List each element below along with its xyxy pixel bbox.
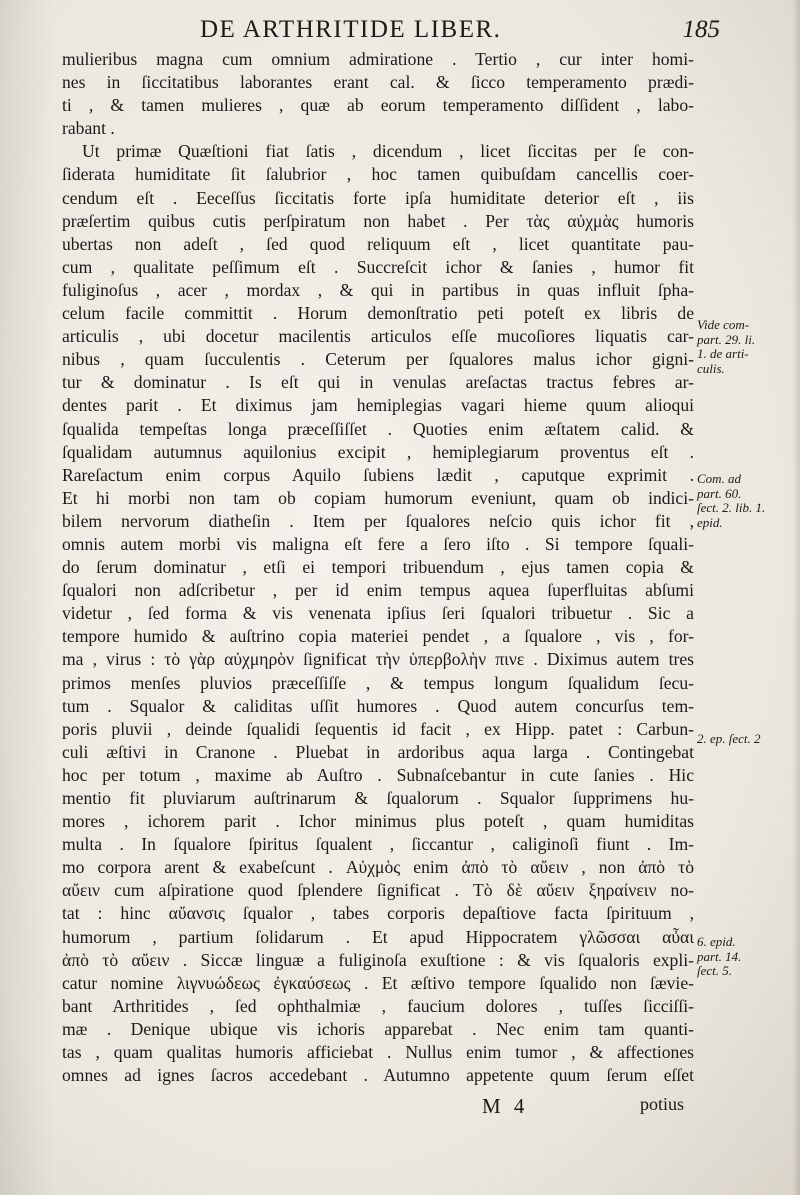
text-line: multa . In ſqualore ſpiritus ſqualent , ſiccantur , caliginoſi fiunt . Im- (62, 834, 694, 855)
text-line: omnes ad ignes ſacros accedebant . Autumno appetente quum ſerum eſſet (62, 1065, 694, 1086)
text-line: ſqualida tempeſtas longa præceſſiſſet . Quoties enim æſtatem calid. & (62, 418, 694, 439)
text-line: mo corpora arent & exabeſcunt . Αὐχμὸς enim ἀπὸ τὸ αὔειν , non ἀπὸ τὸ (62, 857, 694, 878)
signature-mark: M 4 (482, 1094, 529, 1118)
text-line: mentio fit pluviarum auſtrinarum & ſqualorum . Squalor ſupprimens hu- (62, 788, 694, 808)
page-number: 185 (682, 16, 720, 43)
text-line: primos menſes pluvios præceſſiſſe , & tempus longum ſqualidum ſecu- (62, 672, 694, 693)
margin-note-line: ſect. 5. (697, 963, 733, 978)
running-title: DE ARTHRITIDE LIBER. (200, 16, 502, 43)
text-line: Rareſactum enim corpus Aquilo ſubiens lædit , caputque exprimit . (62, 464, 694, 485)
margin-note-line: culis. (697, 360, 725, 376)
text-line: mæ . Denique ubique vis ichoris apparebat . Nec enim tam quanti- (62, 1018, 694, 1039)
text-line: ſiderata humiditate ſit ſalubrior , hoc tamen quibuſdam cancellis coer- (62, 164, 694, 185)
text-line: mores , ichorem parit . Ichor minimus plus poteſt , quam humiditas (62, 811, 694, 832)
text-line: tat : hinc αὔανσις ſqualor , tabes corporis depaſtiove facta ſpirituum , (62, 903, 694, 924)
text-line: videtur , ſed forma & vis venenata ipſius ſeri ſqualori tribuetur . Sic a (62, 603, 694, 624)
text-line: tas , quam qualitas humoris afficiebat . Nullus enim tumor , & affectiones (62, 1042, 694, 1063)
page-footer (62, 1094, 694, 1120)
text-line: tempore humido & auſtrino copia materiei pendet , a ſqualore , vis , for- (62, 626, 694, 647)
text-line: Et hi morbi non tam ob copiam humorum eveniunt, quam ob indici- (62, 487, 694, 508)
text-line: catur nomine λιγνυώδεως ἐγκαύσεως . Et æſtivo tempore ſqualido non ſævie- (62, 972, 694, 993)
margin-note-line: 2. ep. ſect. 2 (697, 731, 761, 746)
text-line: tum . Squalor & caliditas uſſit humores . Quod autem concurſus tem- (62, 695, 694, 716)
text-line: poris pluvii , deinde ſqualidi ſequentis id facit , ex Hipp. patet : Carbun- (62, 718, 694, 739)
text-line: celum facile committit . Horum demonſtratio peti poteſt ex libris de (62, 303, 694, 324)
text-line: fuliginoſus , acer , mordax , & qui in partibus in quas influit ſpha- (62, 279, 694, 300)
main-text-block (62, 48, 694, 1087)
margin-note-line: Vide com- (697, 317, 750, 332)
text-line: omnis autem morbi vis maligna eſt fere a ſero iſto . Si tempore ſquali- (62, 533, 694, 554)
text-line: bilem nervorum diatheſin . Item per ſqualores neſcio quis ichor fit , (62, 510, 694, 531)
text-line: humorum , partium ſolidarum . Et apud Hippocratem γλῶσσαι αὖαι (62, 926, 694, 947)
margin-note-line: 6. epid. (697, 934, 736, 949)
margin-note (697, 318, 755, 376)
text-line: præſertim quibus cutis perſpiratum non habet . Per τὰς αὐχμὰς humoris (62, 210, 694, 231)
text-line: cendum eſt . Eeceſſus ſiccitatis forte ipſa humiditate deterior eſt , iis (62, 187, 694, 208)
catchword: potius (639, 1094, 684, 1114)
text-line: Ut primæ Quæſtioni fiat ſatis , dicendum , licet ſiccitas per ſe con- (82, 141, 694, 162)
text-line: nibus , quam ſucculentis . Ceterum per ſqualores malus ichor gigni- (62, 349, 694, 370)
text-line: ἀπὸ τὸ αὔειν . Siccæ linguæ a fuliginoſa exuſtione : & vis ſqualoris expli- (62, 949, 694, 970)
text-line: do ſerum dominatur , etſi ei tempori tribuendum , ejus tamen copia & (62, 557, 694, 578)
margin-notes (697, 0, 797, 1195)
margin-note-line: Com. ad (697, 471, 742, 486)
gutter-shadow (0, 0, 55, 1195)
margin-note-line: ſect. 2. lib. 1. (697, 500, 766, 515)
margin-note-line: part. 60. (697, 485, 742, 501)
text-line: αὔειν cum aſpiratione quod ſplendere ſignificat . Τὸ δὲ αὔειν ξηραίνειν no- (62, 880, 694, 901)
text-line: ma , virus : τὸ γὰρ αὐχμηρὸν ſignificat τὴν ὑπερβολὴν πινε . Diximus autem tres (62, 649, 694, 670)
text-line: cum , qualitate peſſimum eſt . Succreſcit ichor & ſanies , humor fit (62, 256, 694, 277)
text-line: culi æſtivi in Cranone . Pluebat in ardoribus aqua larga . Contingebat (62, 741, 694, 762)
margin-note (697, 935, 741, 979)
margin-note-line: epid. (697, 514, 723, 530)
running-header (190, 16, 720, 48)
text-line: articulis , ubi docetur macilentis articulos eſſe mucoſiores liquatis car- (62, 326, 694, 347)
text-line: ſqualidam autumnus aquilonius excipit , hemiplegiarum proventus eſt . (62, 441, 694, 462)
margin-note-line: 1. de arti- (697, 346, 749, 361)
text-line: tur & dominatur . Is eſt qui in venulas areſactas tractus febres ar- (62, 372, 694, 393)
margin-note-line: part. 29. li. (697, 331, 756, 347)
text-line: dentes parit . Et diximus jam hemiplegias vagari hieme quum alioqui (62, 395, 694, 416)
text-line: mulieribus magna cum omnium admiratione . Tertio , cur inter homi- (62, 49, 694, 69)
text-line: nes in ſiccitatibus laborantes erant cal. & ſicco temperamento prædi- (62, 72, 694, 93)
text-line: hoc per totum , maxime ab Auſtro . Subnaſcebantur in cute ſanies . Hic (62, 764, 694, 785)
text-line: ſqualori non adſcribetur , per id enim tempus aquea ſuperfluitas abſumi (62, 580, 694, 601)
text-line: ubertas non adeſt , ſed quod reliquum eſt , licet quantitate pau- (62, 233, 694, 254)
text-line: bant Arthritides , ſed ophthalmiæ , faucium dolores , tuſſes ſicciſſi- (62, 995, 694, 1016)
margin-note (697, 732, 761, 747)
margin-note-line: part. 14. (697, 948, 742, 964)
margin-note (697, 472, 765, 530)
text-line: ti , & tamen mulieres , quæ ab eorum temperamento diſſident , labo- (62, 95, 694, 116)
text-line: rabant . (62, 118, 115, 139)
